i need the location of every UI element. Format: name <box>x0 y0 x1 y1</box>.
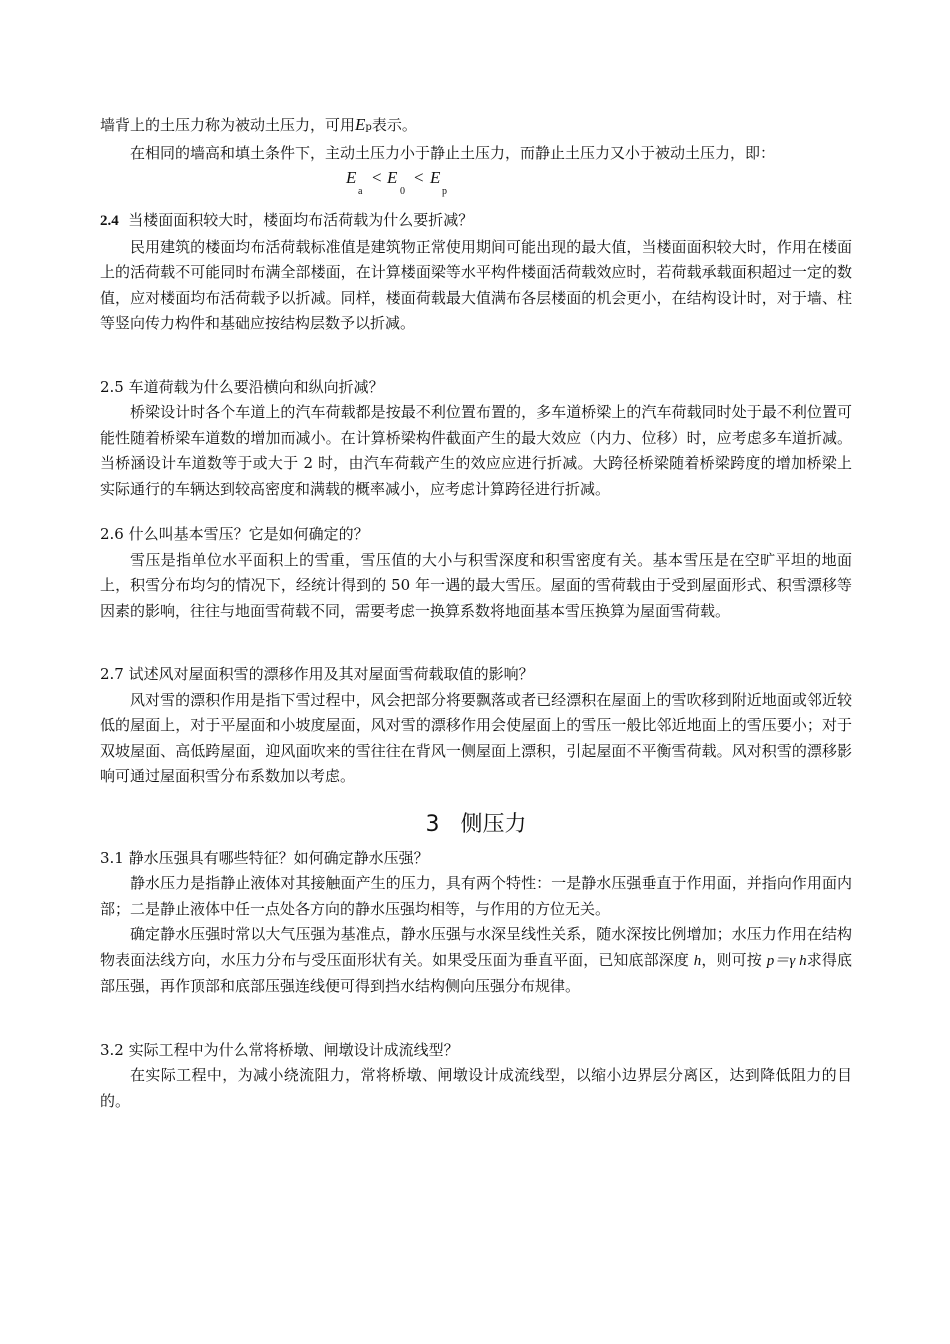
question-2-7: 2.7 试述风对屋面积雪的漂移作用及其对屋面雪荷载取值的影响？ <box>100 665 534 683</box>
question-3-1: 3.1 静水压强具有哪些特征？如何确定静水压强？ <box>100 848 429 867</box>
answer-3-1-text-a: 确定静水压强时常以大气压强为基准点，静水压强与水深呈线性关系，随水深按比例增加；水压力作用在结构物表面法线方向，水压力分布与受压面形状有关。如果受压面为垂直平面，已知底部深度 <box>100 925 852 969</box>
question-2-4 <box>100 208 852 235</box>
answer-3-1-para-1: 静水压力是指静止液体对其接触面产生的压力，具有两个特性：一是静水压强垂直于作用面，并指向作用面内部；二是静止液体中任一点处各方向的静水压强均相等，与作用的方位无关。 <box>100 874 852 918</box>
document-page <box>100 112 852 1114</box>
question-2-4-number: 2.4 <box>100 213 119 229</box>
chapter-heading <box>100 810 852 840</box>
pressure-formula: p＝γ h <box>766 952 807 969</box>
question-3-2: 3.2 实际工程中为什么常将桥墩、闸墩设计成流线型？ <box>100 1040 459 1059</box>
question-2-5: 2.5 车道荷载为什么要沿横向和纵向折减？ <box>100 377 384 396</box>
formula-lt-2: < <box>414 168 424 187</box>
formula-sub-a: a <box>358 186 363 197</box>
question-2-6: 2.6 什么叫基本雪压？它是如何确定的？ <box>100 525 369 543</box>
intro-text-a: 墙背上的土压力称为被动土压力，可用 <box>100 116 356 134</box>
question-2-4-text: 当楼面面积较大时，楼面均布活荷载为什么要折减？ <box>128 211 474 229</box>
answer-2-7: 风对雪的漂积作用是指下雪过程中，风会把部分将要飘落或者已经漂积在屋面上的雪吹移到附近地面或邻近较低的屋面上，对于平屋面和小坡度屋面，风对雪的漂移作用会使屋面上的雪压一般比邻近地面上的雪压要小；对于双坡屋面、高低跨屋面，迎风面吹来的雪往往在背风一侧屋面上漂积，引起屋面不平衡雪荷载。风对积雪的漂移影响可通过屋面积雪分布系数加以考虑。 <box>100 690 852 785</box>
answer-3-1-para-2 <box>100 922 852 1000</box>
intro-line-2: 在相同的墙高和填土条件下，主动土压力小于静止土压力，而静止土压力又小于被动土压力，即： <box>130 143 776 162</box>
answer-3-1-text-b: ，则可按 <box>701 950 762 969</box>
intro-text-b: 表示。 <box>371 116 417 134</box>
ep-subscript: p <box>365 122 372 133</box>
answer-3-2: 在实际工程中，为减小绕流阻力，常将桥墩、闸墩设计成流线型，以缩小边界层分离区，达到降低阻力的目的。 <box>100 1066 852 1110</box>
formula-ep: E <box>430 168 441 187</box>
ep-symbol: E <box>355 115 366 134</box>
answer-2-6: 雪压是指单位水平面积上的雪重，雪压值的大小与积雪深度和积雪密度有关。基本雪压是在空旷平坦的地面上，积雪分布均匀的情况下，经统计得到的 50 年一遇的最大雪压。屋面的雪荷载由于受到屋面形式、积雪漂移等因素的影响，往往与地面雪荷载不同，需要考虑一换算系数将地面基本雪压换算为屋面雪荷载。 <box>100 550 852 620</box>
chapter-title: 侧压力 <box>460 811 527 837</box>
intro-line-1 <box>100 112 852 141</box>
chapter-number: 3 <box>425 811 440 837</box>
answer-3-1-text-c: 求得底部压强，再作顶部和底部压强连线便可得到挡水结构侧向压强分布规律。 <box>100 950 852 995</box>
formula-sub-p: p <box>442 186 447 197</box>
formula-lt-1: < <box>372 168 382 187</box>
formula-ea: E <box>346 168 357 187</box>
depth-symbol-h: h <box>693 952 702 969</box>
answer-2-4: 民用建筑的楼面均布活荷载标准值是建筑物正常使用期间可能出现的最大值，当楼面面积较大时，作用在楼面上的活荷载不可能同时布满全部楼面，在计算楼面梁等水平构件楼面活荷载效应时，若荷载承载面积超过一定的数值，应对楼面均布活荷载予以折减。同样，楼面荷载最大值满布各层楼面的机会更小，在结构设计时，对于墙、柱等竖向传力构件和基础应按结构层数予以折减。 <box>100 237 852 332</box>
formula-e0: E <box>387 168 398 187</box>
earth-pressure-inequality <box>100 166 852 208</box>
formula-sub-0: 0 <box>400 186 405 197</box>
answer-2-5: 桥梁设计时各个车道上的汽车荷载都是按最不利位置布置的，多车道桥梁上的汽车荷载同时处于最不利位置可能性随着桥梁车道数的增加而减小。在计算桥梁构件截面产生的最大效应（内力、位移）时，应考虑多车道折减。当桥涵设计车道数等于或大于 2 时，由汽车荷载产生的效应应进行折减。大跨径桥梁随着桥梁跨度的增加桥梁上实际通行的车辆达到较高密度和满载的概率减小，应考虑计算跨径进行折减。 <box>100 403 852 498</box>
